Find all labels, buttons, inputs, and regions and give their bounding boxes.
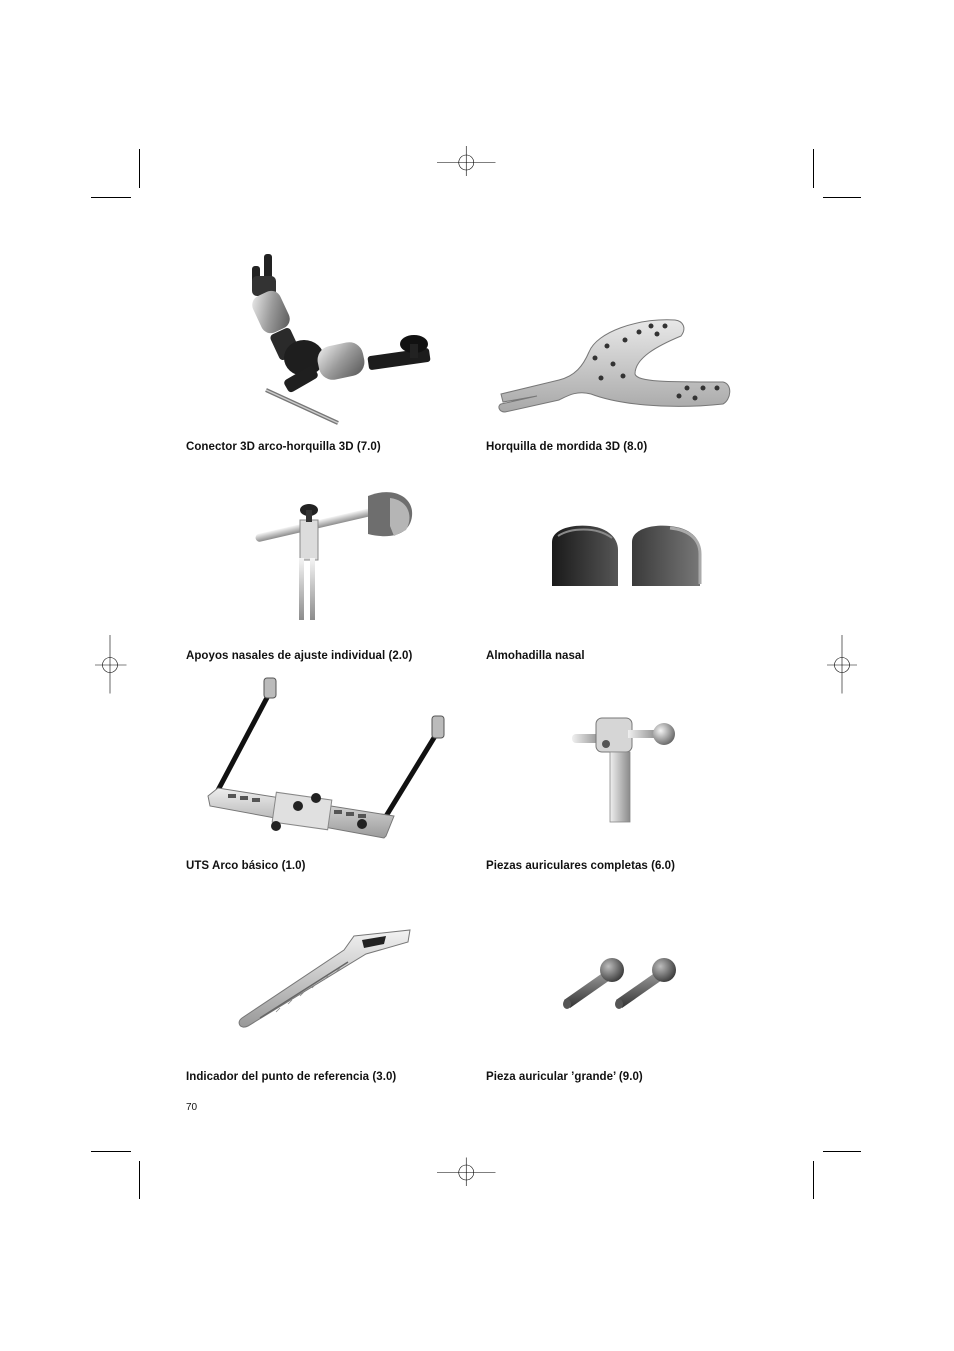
- crop-mark: [823, 197, 861, 198]
- item-caption: Conector 3D arco-horquilla 3D (7.0): [186, 441, 381, 453]
- item-caption: Indicador del punto de referencia (3.0): [186, 1071, 397, 1083]
- crop-mark: [91, 197, 131, 198]
- registration-mark-icon: [812, 635, 872, 695]
- ear-piece-complete-icon: [568, 710, 680, 826]
- 3d-connector-icon: [240, 248, 450, 430]
- registration-mark-icon: [80, 635, 140, 695]
- nasal-support-icon: [254, 486, 416, 624]
- ear-piece-large-icon: [560, 952, 682, 1010]
- crop-mark: [139, 1161, 140, 1199]
- item-caption: UTS Arco básico (1.0): [186, 860, 306, 872]
- uts-basic-arch-icon: [204, 676, 450, 854]
- crop-mark: [823, 1151, 861, 1152]
- crop-mark: [139, 149, 140, 188]
- registration-mark-icon: [437, 140, 497, 200]
- item-caption: Almohadilla nasal: [486, 650, 585, 662]
- item-caption: Piezas auriculares completas (6.0): [486, 860, 675, 872]
- page-number: 70: [186, 1102, 198, 1113]
- crop-mark: [813, 1161, 814, 1199]
- crop-mark: [91, 1151, 131, 1152]
- nasal-pad-icon: [550, 524, 704, 590]
- reference-point-indicator-icon: [236, 926, 414, 1032]
- item-caption: Horquilla de mordida 3D (8.0): [486, 441, 648, 453]
- registration-mark-icon: [437, 1150, 497, 1210]
- crop-mark: [813, 149, 814, 188]
- item-caption: Pieza auricular ’grande’ (9.0): [486, 1071, 643, 1083]
- bite-fork-icon: [497, 316, 733, 416]
- item-caption: Apoyos nasales de ajuste individual (2.0): [186, 650, 413, 662]
